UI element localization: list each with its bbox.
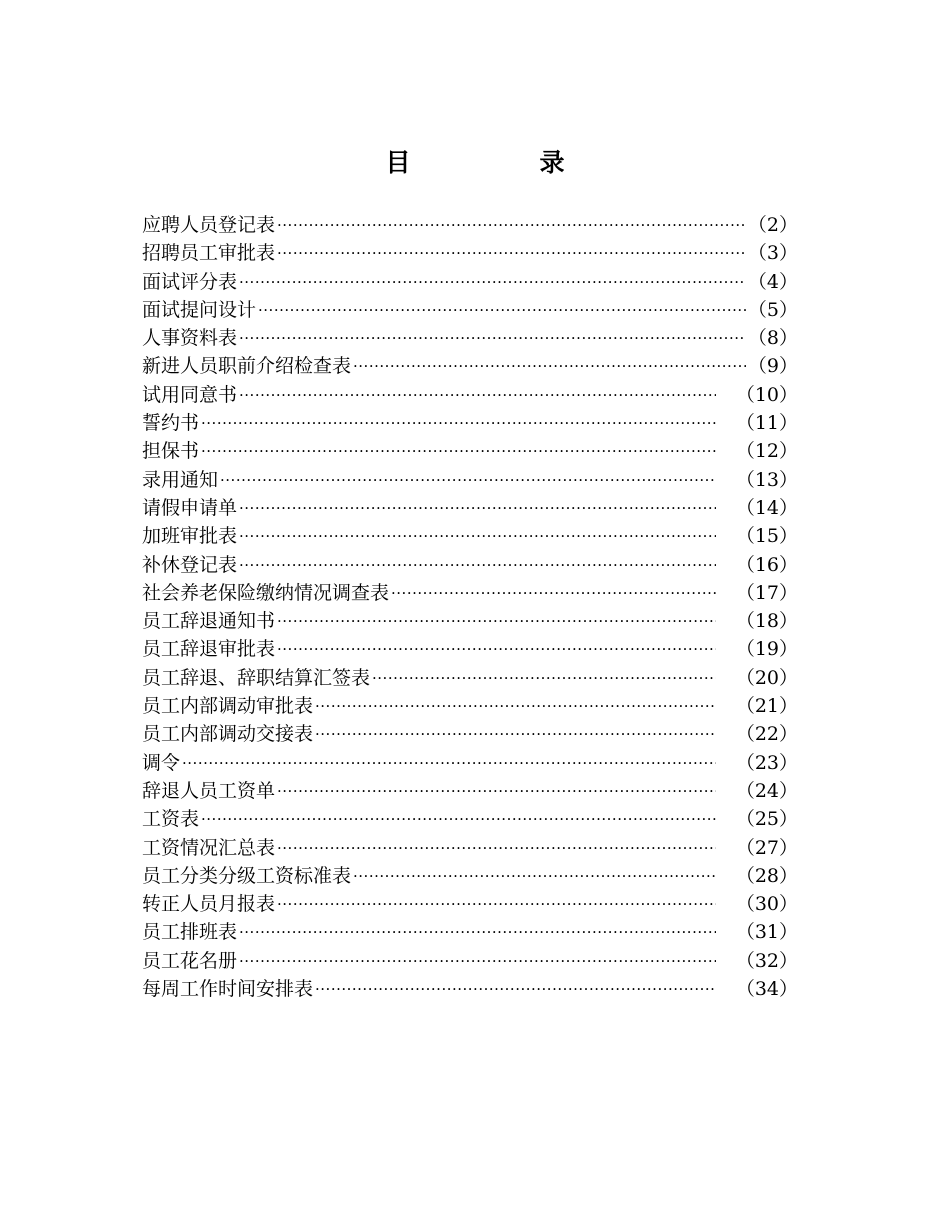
toc-entry-label: 面试提问设计 [142,298,257,321]
toc-entry[interactable] [142,975,798,1003]
toc-leader-dots [315,975,716,1003]
toc-entry[interactable] [142,324,798,352]
toc-entry[interactable] [142,607,798,635]
toc-leader-dots [239,268,746,296]
toc-entry-page-number: （34） [735,978,798,1001]
toc-entry[interactable] [142,381,798,409]
toc-entry[interactable] [142,522,798,550]
toc-entry-label: 员工花名册 [142,949,238,972]
toc-entry-label: 员工辞退、辞职结算汇签表 [142,666,371,689]
toc-entry-page-number: （18） [735,610,798,633]
toc-entry-label: 员工内部调动交接表 [142,723,314,746]
toc-leader-dots [277,890,716,918]
toc-entry-page-number: （30） [735,893,798,916]
toc-entry-label: 应聘人员登记表 [142,214,276,236]
toc-leader-dots [315,692,716,720]
toc-leader-dots [239,947,716,975]
toc-leader-dots [277,635,716,663]
toc-entry-page-number: （19） [735,638,798,661]
toc-entry-page-number: （2） [747,214,798,236]
toc-entry[interactable] [142,239,798,267]
toc-leader-dots [239,494,716,522]
toc-entry-label: 人事资料表 [142,327,238,350]
toc-leader-dots [182,749,716,777]
toc-leader-dots [277,834,716,862]
toc-leader-dots [391,579,716,607]
toc-leader-dots [201,437,716,465]
toc-list [142,211,798,1003]
toc-entry-label: 加班审批表 [142,525,238,548]
toc-entry[interactable] [142,664,798,692]
toc-entry[interactable] [142,918,798,946]
toc-entry[interactable] [142,494,798,522]
toc-leader-dots [372,664,716,692]
toc-entry[interactable] [142,862,798,890]
toc-entry-label: 员工内部调动审批表 [142,695,314,718]
toc-leader-dots [277,211,746,239]
toc-entry-label: 誓约书 [142,412,200,435]
toc-entry-page-number: （31） [735,921,798,944]
toc-entry-page-number: （32） [735,949,798,972]
toc-leader-dots [277,607,716,635]
toc-entry-page-number: （13） [735,468,798,491]
toc-entry-label: 招聘员工审批表 [142,242,276,265]
toc-entry-label: 请假申请单 [142,496,238,519]
toc-entry-label: 担保书 [142,440,200,463]
toc-entry-page-number: （5） [747,298,798,321]
toc-entry[interactable] [142,834,798,862]
toc-entry-page-number: （9） [747,355,798,378]
toc-entry-label: 员工辞退审批表 [142,638,276,661]
toc-entry-page-number: （22） [735,723,798,746]
toc-leader-dots [353,352,746,380]
toc-entry-label: 转正人员月报表 [142,893,276,916]
toc-entry[interactable] [142,437,798,465]
toc-entry[interactable] [142,947,798,975]
toc-entry[interactable] [142,805,798,833]
toc-entry[interactable] [142,211,798,239]
toc-entry[interactable] [142,890,798,918]
toc-entry-page-number: （17） [735,581,798,604]
toc-entry-label: 工资情况汇总表 [142,836,276,859]
toc-entry-label: 试用同意书 [142,383,238,406]
toc-entry-label: 员工排班表 [142,921,238,944]
toc-entry-page-number: （3） [747,242,798,265]
toc-entry-page-number: （4） [747,270,798,293]
toc-entry-page-number: （14） [735,496,798,519]
toc-entry[interactable] [142,635,798,663]
toc-entry-page-number: （28） [735,864,798,887]
toc-entry[interactable] [142,466,798,494]
toc-entry-label: 每周工作时间安排表 [142,978,314,1001]
toc-entry-label: 工资表 [142,808,200,831]
toc-leader-dots [201,409,716,437]
toc-entry-page-number: （15） [735,525,798,548]
toc-entry-page-number: （11） [735,412,798,435]
toc-entry-page-number: （25） [735,808,798,831]
toc-leader-dots [239,324,746,352]
toc-entry-label: 录用通知 [142,468,219,491]
toc-entry-label: 员工辞退通知书 [142,610,276,633]
toc-entry[interactable] [142,720,798,748]
toc-entry-page-number: （23） [735,751,798,774]
toc-entry[interactable] [142,409,798,437]
toc-entry[interactable] [142,777,798,805]
toc-entry-page-number: （8） [747,327,798,350]
toc-leader-dots [239,522,716,550]
toc-entry-page-number: （16） [735,553,798,576]
toc-title: 目 录 [385,148,617,177]
toc-entry[interactable] [142,296,798,324]
toc-entry-label: 补休登记表 [142,553,238,576]
toc-entry-page-number: （10） [735,383,798,406]
toc-entry-page-number: （20） [735,666,798,689]
toc-leader-dots [315,720,716,748]
toc-leader-dots [353,862,716,890]
toc-entry[interactable] [142,692,798,720]
toc-entry[interactable] [142,579,798,607]
toc-entry-label: 新进人员职前介绍检查表 [142,355,352,378]
toc-entry-label: 社会养老保险缴纳情况调查表 [142,581,390,604]
toc-entry-page-number: （12） [735,440,798,463]
toc-entry-label: 面试评分表 [142,270,238,293]
toc-entry-page-number: （27） [735,836,798,859]
toc-leader-dots [220,466,716,494]
toc-entry-label: 辞退人员工资单 [142,779,276,802]
toc-leader-dots [239,551,716,579]
toc-entry[interactable] [142,551,798,579]
toc-leader-dots [258,296,746,324]
toc-entry-label: 调令 [142,751,181,774]
toc-leader-dots [277,777,716,805]
toc-leader-dots [201,805,716,833]
toc-entry-label: 员工分类分级工资标准表 [142,864,352,887]
toc-entry[interactable] [142,749,798,777]
toc-entry[interactable] [142,268,798,296]
toc-entry-page-number: （24） [735,779,798,802]
toc-leader-dots [277,239,746,267]
toc-leader-dots [239,918,716,946]
toc-entry-page-number: （21） [735,695,798,718]
toc-entry[interactable] [142,352,798,380]
toc-leader-dots [239,381,716,409]
